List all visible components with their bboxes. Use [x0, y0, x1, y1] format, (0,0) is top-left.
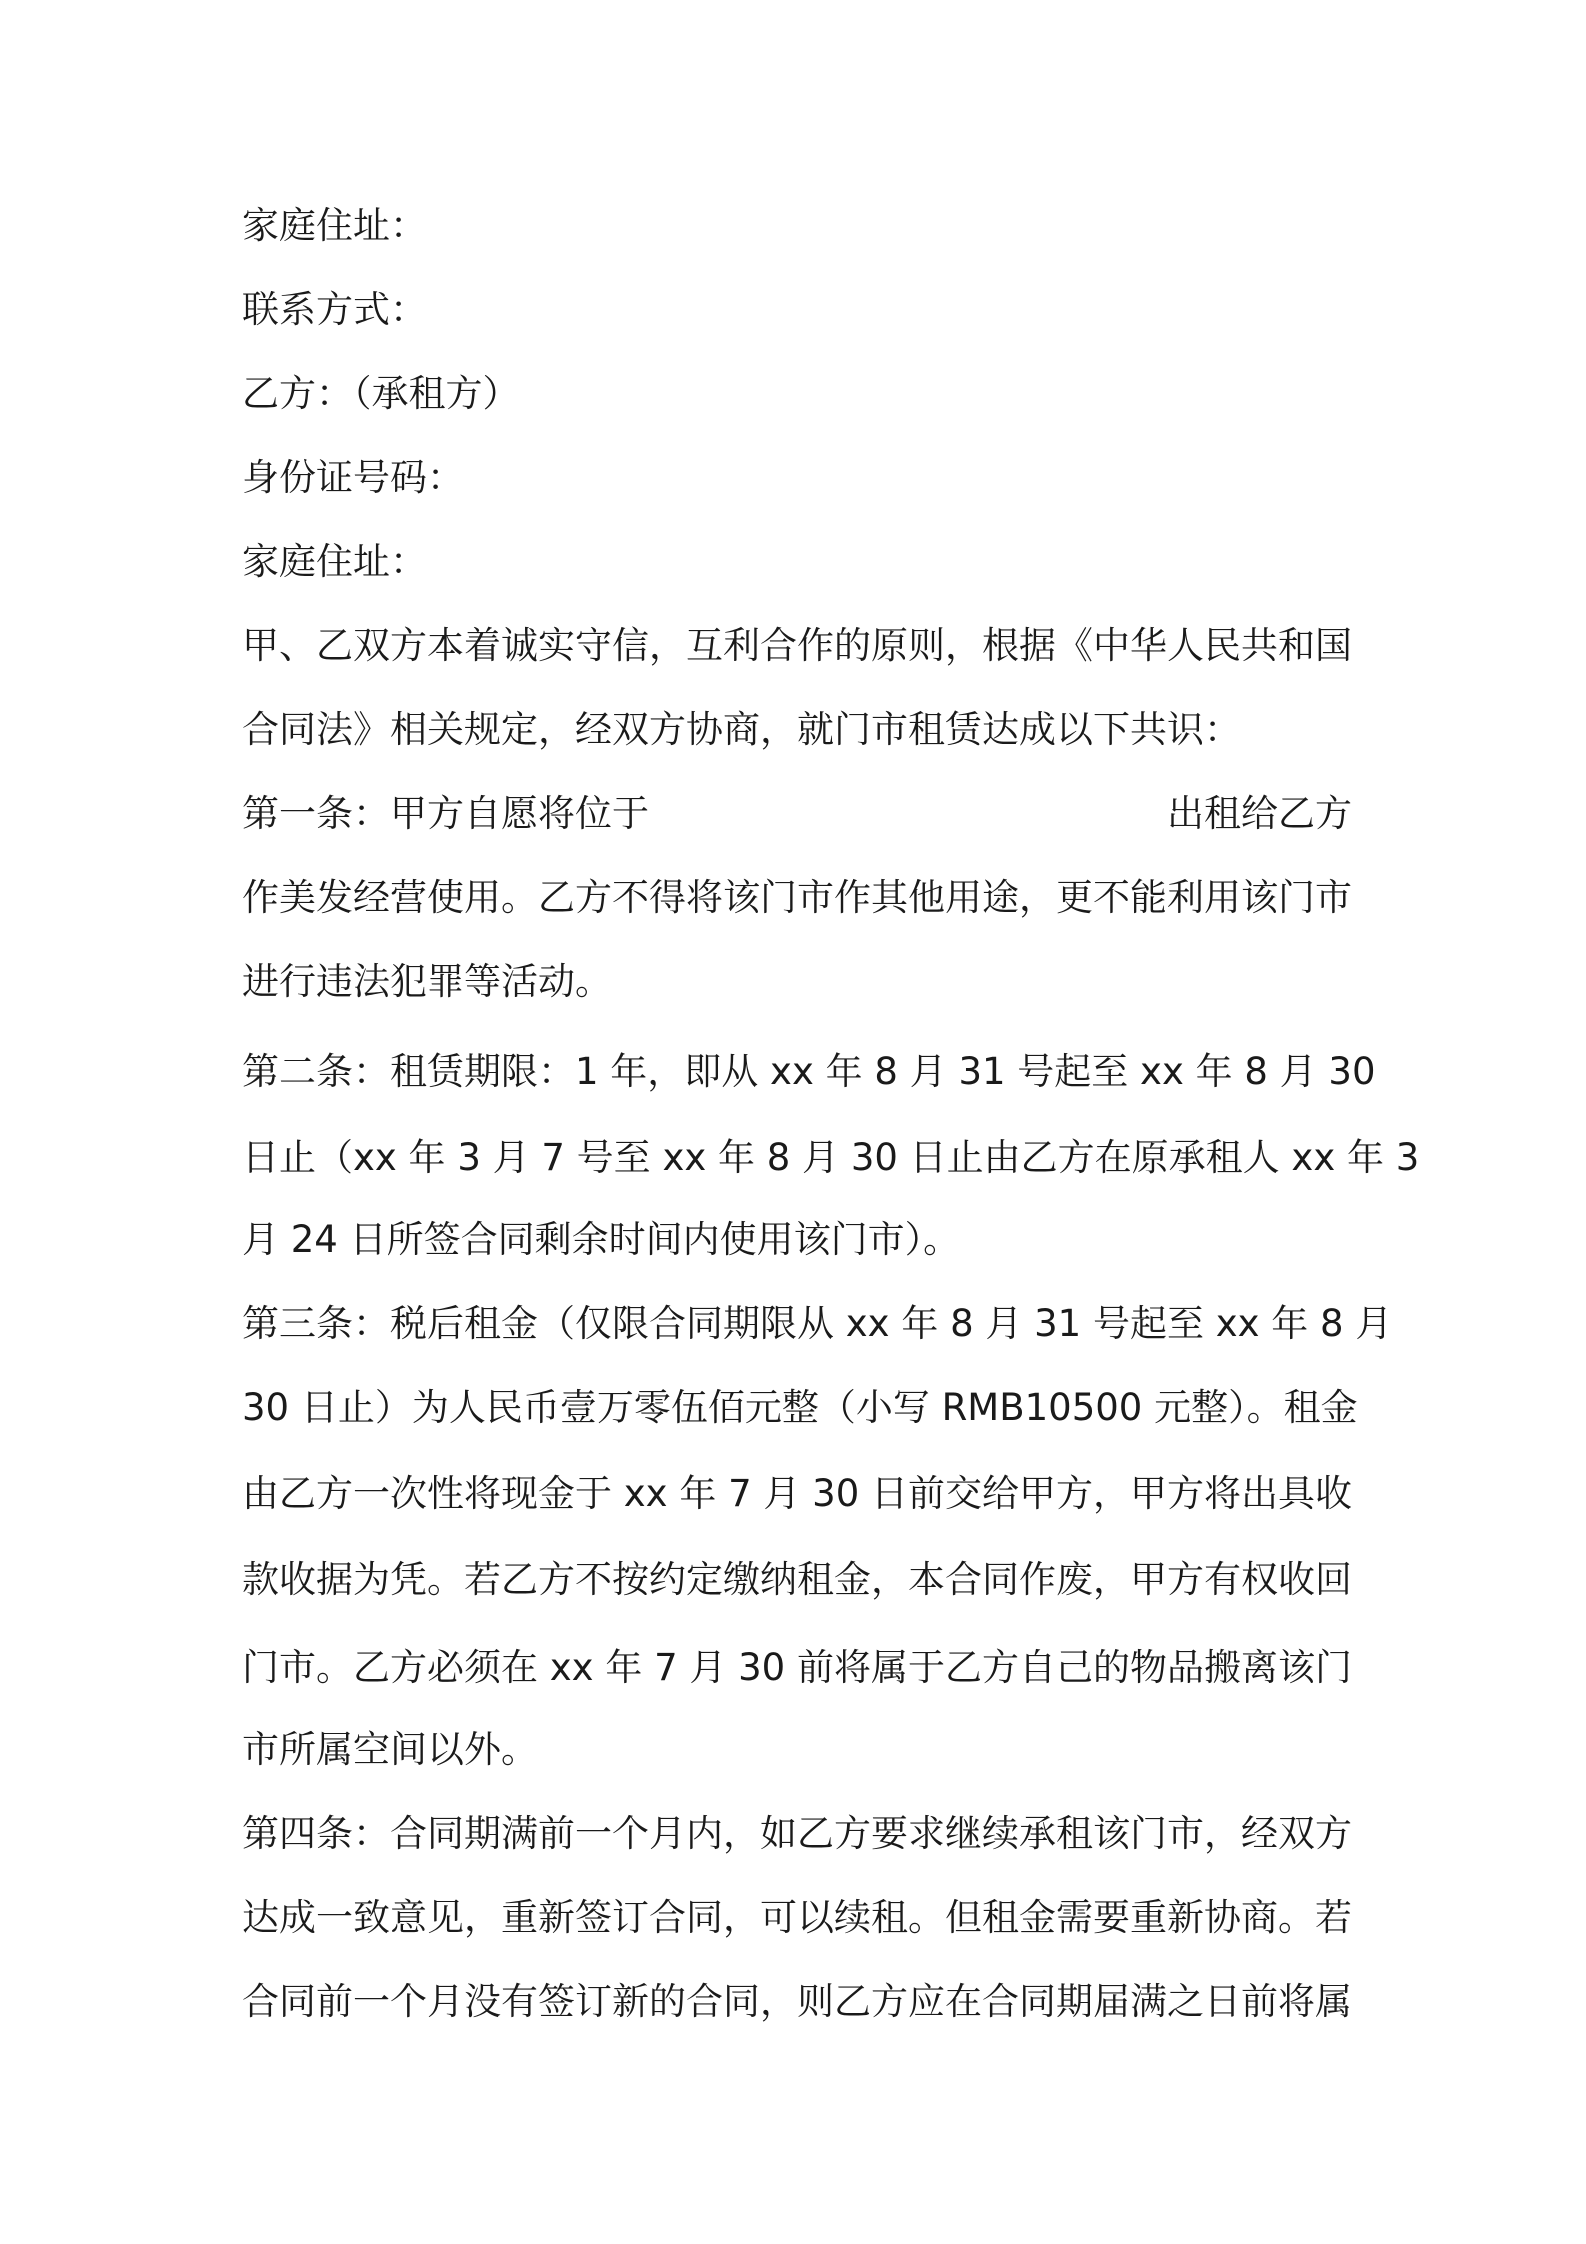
id-number-label-party-b: 身份证号码：: [242, 456, 464, 499]
article-3-line-2: 30 日止）为人民币壹万零伍佰元整（小写 RMB10500 元整）。租金: [242, 1386, 1358, 1429]
article-1-line-3: 进行违法犯罪等活动。: [242, 960, 612, 1003]
article-4-line-3: 合同前一个月没有签订新的合同，则乙方应在合同期届满之日前将属: [242, 1980, 1352, 2023]
home-address-label-party-a: 家庭住址：: [242, 204, 427, 247]
article-3-line-1: 第三条：税后租金（仅限合同期限从 xx 年 8 月 31 号起至 xx 年 8 月: [242, 1302, 1393, 1345]
article-1-right-text: 出租给乙方: [1167, 792, 1352, 835]
article-2-line-3: 月 24 日所签合同剩余时间内使用该门市）。: [242, 1218, 961, 1261]
article-1-line-2: 作美发经营使用。乙方不得将该门市作其他用途，更不能利用该门市: [242, 876, 1352, 919]
article-1-line-1: [242, 790, 1352, 838]
article-4-line-2: 达成一致意见，重新签订合同，可以续租。但租金需要重新协商。若: [242, 1896, 1352, 1939]
article-3-line-4: 款收据为凭。若乙方不按约定缴纳租金，本合同作废，甲方有权收回: [242, 1558, 1352, 1601]
article-1-left-text: 第一条：甲方自愿将位于: [242, 792, 649, 835]
preamble-line-1: 甲、乙双方本着诚实守信，互利合作的原则，根据《中华人民共和国: [242, 624, 1352, 667]
preamble-line-2: 合同法》相关规定，经双方协商，就门市租赁达成以下共识：: [242, 708, 1241, 751]
home-address-label-party-b: 家庭住址：: [242, 540, 427, 583]
contact-label-party-a: 联系方式：: [242, 288, 427, 331]
article-2-line-2: 日止（xx 年 3 月 7 号至 xx 年 8 月 30 日止由乙方在原承租人 xx 年 3: [242, 1136, 1420, 1179]
article-3-line-5: 门市。乙方必须在 xx 年 7 月 30 前将属于乙方自己的物品搬离该门: [242, 1646, 1352, 1689]
article-2-line-1: 第二条：租赁期限：1 年，即从 xx 年 8 月 31 号起至 xx 年 8 月 30: [242, 1050, 1376, 1093]
article-3-line-6: 市所属空间以外。: [242, 1728, 538, 1771]
party-b-heading: 乙方：（承租方）: [242, 372, 520, 415]
article-3-line-3: 由乙方一次性将现金于 xx 年 7 月 30 日前交给甲方，甲方将出具收: [242, 1472, 1352, 1515]
article-4-line-1: 第四条：合同期满前一个月内，如乙方要求继续承租该门市，经双方: [242, 1812, 1352, 1855]
